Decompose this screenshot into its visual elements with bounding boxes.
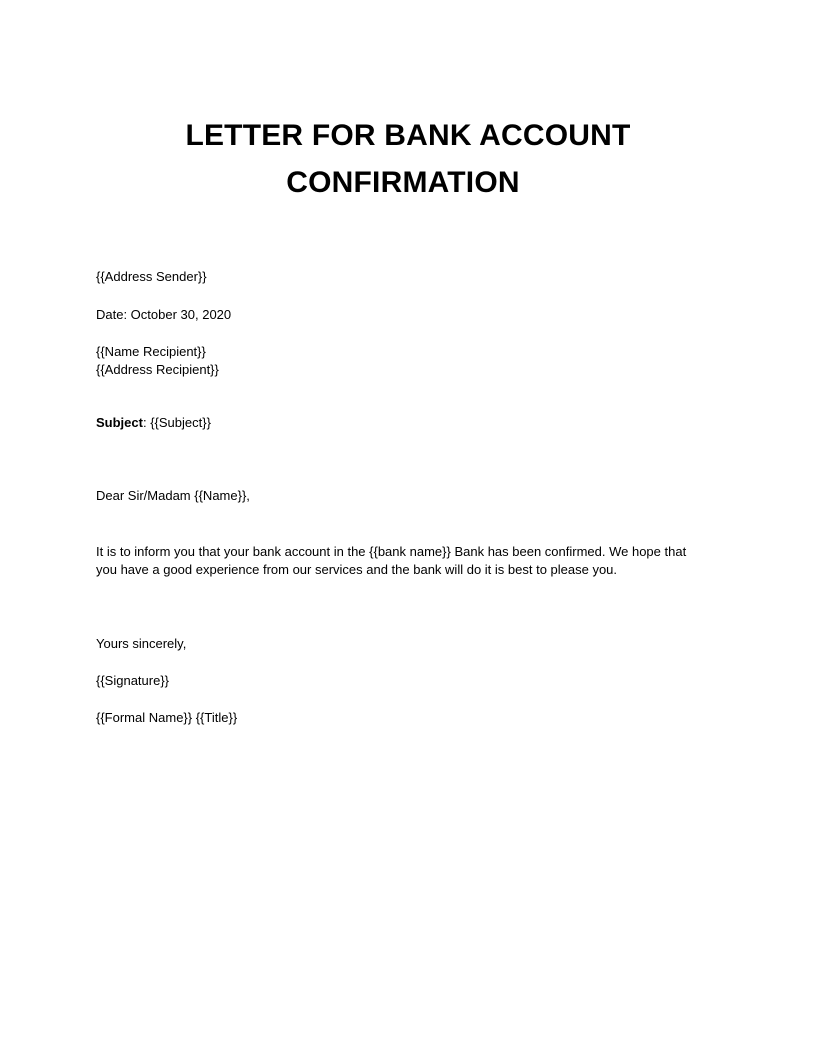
title-line-1: LETTER FOR BANK ACCOUNT: [185, 119, 631, 152]
subject-label: Subject: [96, 415, 143, 430]
closing: Yours sincerely,: [96, 636, 187, 651]
body-paragraph: [96, 543, 736, 579]
document-title: [0, 112, 816, 206]
subject-value: : {{Subject}}: [142, 415, 211, 430]
body-line-2: you have a good experience from our services and the bank will do it is best to please you.: [96, 562, 618, 577]
title-line-2: CONFIRMATION: [286, 166, 520, 199]
subject-line: [96, 414, 736, 432]
sender-address: {{Address Sender}}: [96, 269, 207, 284]
recipient-address: {{Address Recipient}}: [96, 362, 219, 377]
body-line-1: It is to inform you that your bank account in the {{bank name}} Bank has been confirmed. We hope that: [96, 544, 687, 559]
recipient-name: {{Name Recipient}}: [96, 344, 206, 359]
signature-placeholder: {{Signature}}: [96, 673, 170, 688]
letter-date: Date: October 30, 2020: [96, 307, 232, 322]
greeting: Dear Sir/Madam {{Name}},: [96, 488, 250, 503]
formal-name-title: {{Formal Name}} {{Title}}: [96, 710, 238, 725]
